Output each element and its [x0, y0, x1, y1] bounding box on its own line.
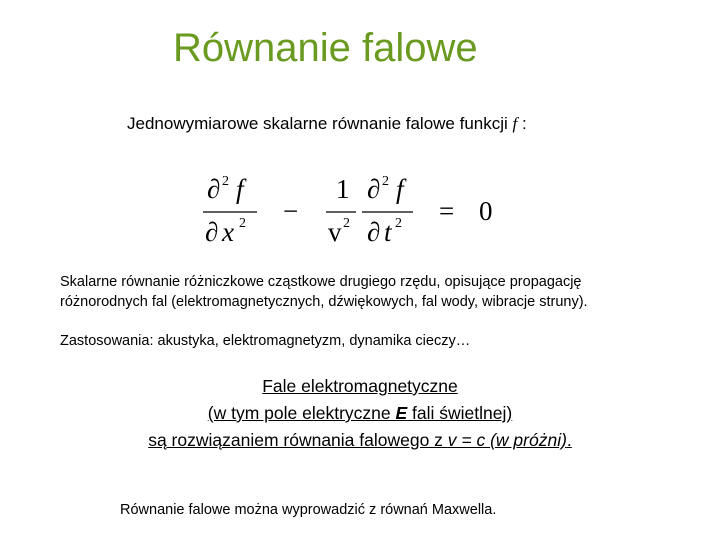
term1-num-exponent: 2 — [222, 174, 229, 189]
equals-sign: = — [439, 196, 455, 226]
em-line-3-start: są rozwiązaniem równania falowego z — [148, 430, 448, 450]
minus-sign: − — [283, 196, 299, 226]
intro-function-symbol: f — [512, 114, 518, 133]
term2-num-var: f — [396, 174, 404, 204]
em-line-2 — [0, 400, 720, 427]
term2-num-partial: ∂ — [367, 174, 381, 204]
term1-den-var: x — [222, 217, 234, 247]
slide-title: Równanie falowe — [173, 26, 478, 70]
footer-note: Równanie falowe można wyprowadzić z równań Maxwella. — [120, 502, 497, 518]
term2-den-exponent: 2 — [395, 216, 402, 231]
em-line-1: Fale elektromagnetyczne — [262, 376, 458, 396]
term1-den-exponent: 2 — [239, 216, 246, 231]
description-paragraph — [60, 272, 588, 312]
term2-den-partial: ∂ — [367, 217, 381, 247]
term1-num-var: f — [236, 174, 244, 204]
intro-text-main: Jednowymiarowe skalarne równanie falowe funkcji — [127, 114, 513, 133]
description-line-2: różnorodnych fal (elektromagnetycznych, dźwiękowych, fal wody, wibracje struny). — [60, 294, 588, 310]
coef-den-exponent: 2 — [343, 216, 350, 231]
coef-den-var: v — [328, 217, 342, 247]
em-line-3 — [0, 427, 720, 454]
em-line-2-start: (w tym pole elektryczne — [207, 403, 396, 423]
term2-num-exponent: 2 — [382, 174, 389, 189]
electric-field-symbol: E — [395, 403, 408, 423]
coef-numerator: 1 — [336, 174, 350, 204]
term1-num-partial: ∂ — [207, 174, 221, 204]
wave-equation — [195, 168, 515, 256]
em-line-2-end: fali świetlnej) — [407, 403, 513, 423]
term1-den-partial: ∂ — [205, 217, 219, 247]
rhs-zero: 0 — [479, 196, 493, 226]
intro-suffix: : — [517, 114, 527, 133]
speed-condition: v = c (w próżni) — [447, 430, 567, 450]
term2-den-var: t — [384, 217, 392, 247]
intro-text — [127, 114, 527, 134]
description-line-1: Skalarne równanie różniczkowe cząstkowe drugiego rzędu, opisujące propagację — [60, 274, 582, 290]
wave-equation-graphic — [195, 168, 515, 256]
em-line-3-end: . — [566, 430, 572, 450]
em-waves-statement — [0, 373, 720, 454]
applications-paragraph: Zastosowania: akustyka, elektromagnetyzm, dynamika cieczy… — [60, 333, 471, 349]
